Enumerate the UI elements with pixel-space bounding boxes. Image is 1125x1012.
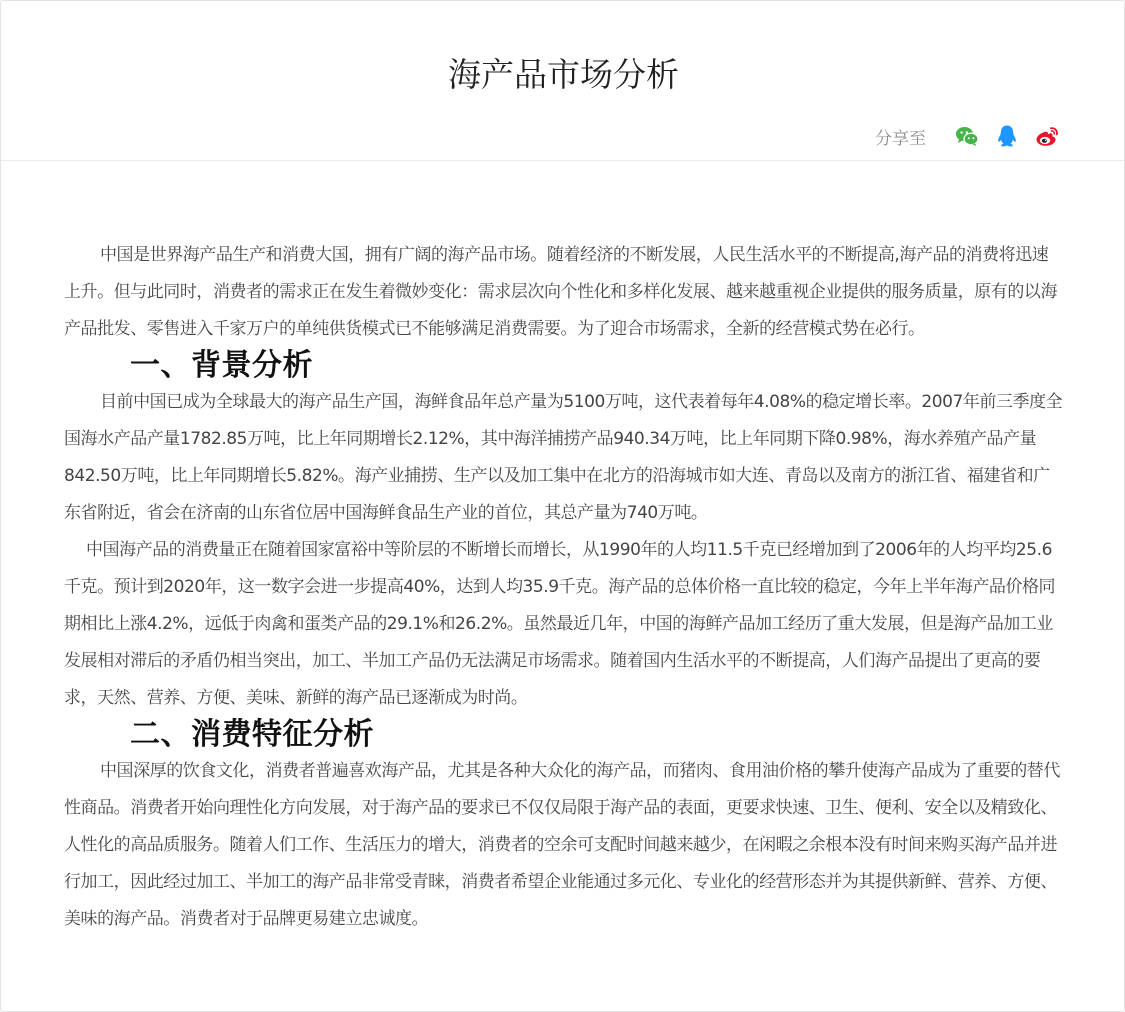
background-paragraph-2: 中国海产品的消费量正在随着国家富裕中等阶层的不断增长而增长，从1990年的人均11.5千克已经增加到了2006年的人均平均25.6千克。预计到2020年，这一数字会进一步提高40%，达到人均35.9千克。海产品的总体价格一直比较的稳定，今年上半年海产品价格同期相比上涨4.2%，远低于肉禽和蛋类产品的29.1%和26.2%。虽然最近几年，中国的海鲜产品加工经历了重大发展，但是海产品加工业发展相对滞后的矛盾仍相当突出，加工、半加工产品仍无法满足市场需求。随着国内生活水平的不断提高，人们海产品提出了更高的要求，天然、营养、方便、美味、新鲜的海产品已逐渐成为时尚。 [64, 540, 1056, 708]
intro-paragraph: 中国是世界海产品生产和消费大国，拥有广阔的海产品市场。随着经济的不断发展，人民生活水平的不断提高,海产品的消费将迅速上升。但与此同时，消费者的需求正在发生着微妙变化：需求层次向个性化和多样化发展、越来越重视企业提供的服务质量，原有的以海产品批发、零售进入千家万户的单纯供货模式已不能够满足消费需要。为了迎合市场需求，全新的经营模式势在必行。 [64, 245, 1057, 339]
share-label: 分享至 [875, 128, 926, 149]
header-divider [1, 160, 1125, 161]
wechat-icon[interactable] [954, 123, 980, 149]
share-bar [875, 121, 1060, 151]
consumption-paragraph: 中国深厚的饮食文化，消费者普遍喜欢海产品，尤其是各种大众化的海产品，而猪肉、食用油价格的攀升使海产品成为了重要的替代性商品。消费者开始向理性化方向发展，对于海产品的要求已不仅仅局限于海产品的表面，更要求快速、卫生、便利、安全以及精致化、人性化的高品质服务。随着人们工作、生活压力的增大，消费者的空余可支配时间越来越少，在闲暇之余根本没有时间来购买海产品并进行加工，因此经过加工、半加工的海产品非常受青睐，消费者希望企业能通过多元化、专业化的经营形态并为其提供新鲜、营养、方便、美味的海产品。消费者对于品牌更易建立忠诚度。 [64, 761, 1060, 929]
article-body [64, 237, 1064, 938]
qq-icon[interactable] [994, 123, 1020, 149]
weibo-icon[interactable] [1034, 123, 1060, 149]
page-title: 海产品市场分析 [448, 55, 679, 94]
section-heading-background: 一、背景分析 [130, 348, 313, 383]
background-paragraph-1: 目前中国已成为全球最大的海产品生产国，海鲜食品年总产量为5100万吨，这代表着每年4.08%的稳定增长率。2007年前三季度全国海水产品产量1782.85万吨，比上年同期增长2.12%，其中海洋捕捞产品940.34万吨，比上年同期下降0.98%，海水养殖产品产量842.50万吨，比上年同期增长5.82%。海产业捕捞、生产以及加工集中在北方的沿海城市如大连、青岛以及南方的浙江省、福建省和广东省附近，省会在济南的山东省位居中国海鲜食品生产业的首位，其总产量为740万吨。 [64, 392, 1063, 523]
section-heading-consumption: 二、消费特征分析 [130, 717, 374, 752]
